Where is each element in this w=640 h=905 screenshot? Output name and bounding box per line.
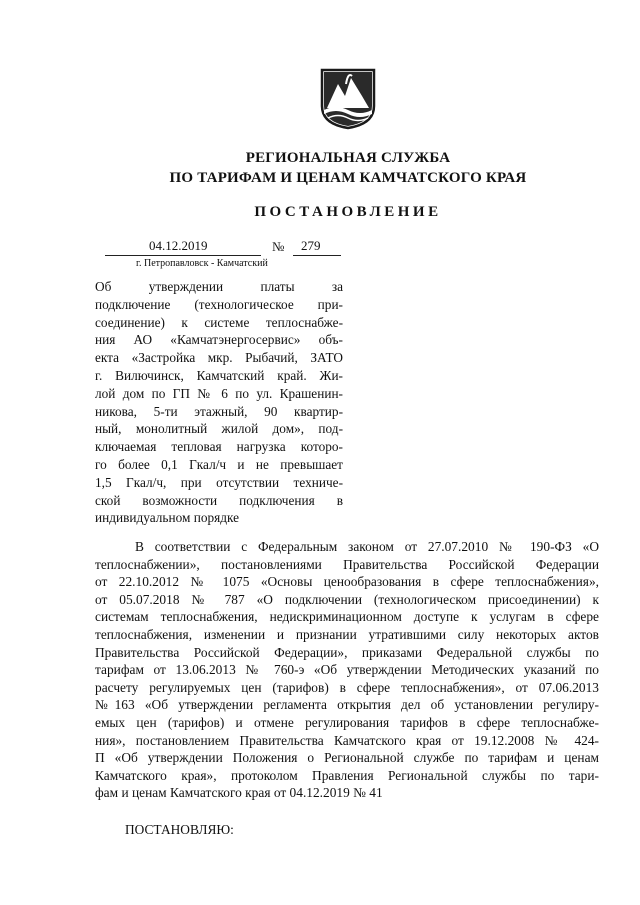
document-date-field — [105, 239, 261, 256]
subject-line: ный, монолитный жилой дом», под- — [95, 421, 343, 437]
body-line: расчету регулируемых цен (тарифов) в сфере теплоснабжения», от 07.06.2013 — [95, 679, 599, 695]
subject-line: екта «Застройка мкр. Рыбачий, ЗАТО — [95, 350, 343, 366]
body-line: теплоснабжении», постановлениями Правительства Российской Федерации — [95, 556, 599, 572]
number-sign: № — [272, 239, 285, 254]
resolution-heading: ПОСТАНОВЛЯЮ: — [125, 822, 234, 837]
subject-line: никова, 5-ти этажный, 90 квартир- — [95, 403, 343, 419]
preamble-paragraph — [95, 538, 599, 802]
body-line: П «Об утверждении Положения о Региональной службе по тарифам и ценам — [95, 750, 599, 766]
coat-of-arms-icon — [318, 66, 378, 130]
body-line: Правительства Российской Федерации», приказами Федеральной службы по — [95, 644, 599, 660]
body-line: фам и ценам Камчатского края от 04.12.2019 № 41 — [95, 785, 383, 801]
body-line: №163 «Об утверждении регламента открытия дел об установлении регулиру- — [95, 697, 599, 713]
body-line: системам теплоснабжения, недискриминационном доступе к услугам в сфере — [95, 609, 599, 625]
body-line: теплоснабжения, изменении и признании утратившими силу некоторых актов — [95, 626, 599, 642]
subject-line: ния АО «Камчатэнергосервис» объ- — [95, 332, 343, 348]
subject-line: индивидуальном порядке — [95, 510, 240, 526]
body-line: тарифам от 13.06.2013 № 760-э «Об утверждении Методических указаний по — [95, 662, 599, 678]
body-line: емых цен (тарифов) и отмене регулирования тарифов в сфере теплоснабже- — [95, 714, 599, 730]
subject-line: го более 0,1 Гкал/ч и не превышает — [95, 456, 343, 472]
document-type-title: ПОСТАНОВЛЕНИЕ — [254, 204, 442, 220]
organization-name-line1: РЕГИОНАЛЬНАЯ СЛУЖБА — [245, 150, 451, 166]
subject-line: подключение (технологическое при- — [95, 296, 343, 312]
subject-line: 1,5 Гкал/ч, при отсутствии техниче- — [95, 474, 343, 490]
body-line: Камчатского края», протоколом Правления Региональной службы по тари- — [95, 767, 599, 783]
document-number: 279 — [301, 238, 321, 253]
document-number-field — [293, 239, 341, 256]
body-line: В соответствии с Федеральным законом от 27.07.2010 № 190-ФЗ «О — [135, 539, 599, 554]
body-line: ния», постановлением Правительства Камчатского края от 19.12.2008 № 424- — [95, 732, 599, 748]
document-date: 04.12.2019 — [149, 238, 208, 253]
document-city: г. Петропавловск - Камчатский — [136, 258, 268, 269]
subject-line: соединение) к системе теплоснабже- — [95, 314, 343, 330]
subject-line: г. Вилючинск, Камчатский край. Жи- — [95, 367, 343, 383]
document-subject — [95, 278, 343, 527]
subject-line: лой дом по ГП № 6 по ул. Крашенин- — [95, 385, 343, 401]
body-line: от 22.10.2012 № 1075 «Основы ценообразования в сфере теплоснабжения», — [95, 574, 599, 590]
subject-line: Об утверждении платы за — [95, 279, 343, 294]
subject-line: ской возможности подключения в — [95, 492, 343, 508]
organization-name-line2: ПО ТАРИФАМ И ЦЕНАМ КАМЧАТСКОГО КРАЯ — [169, 170, 527, 186]
body-line: от 05.07.2018 № 787 «О подключении (технологическом присоединении) к — [95, 591, 599, 607]
subject-line: ключаемая тепловая нагрузка которо- — [95, 439, 343, 455]
